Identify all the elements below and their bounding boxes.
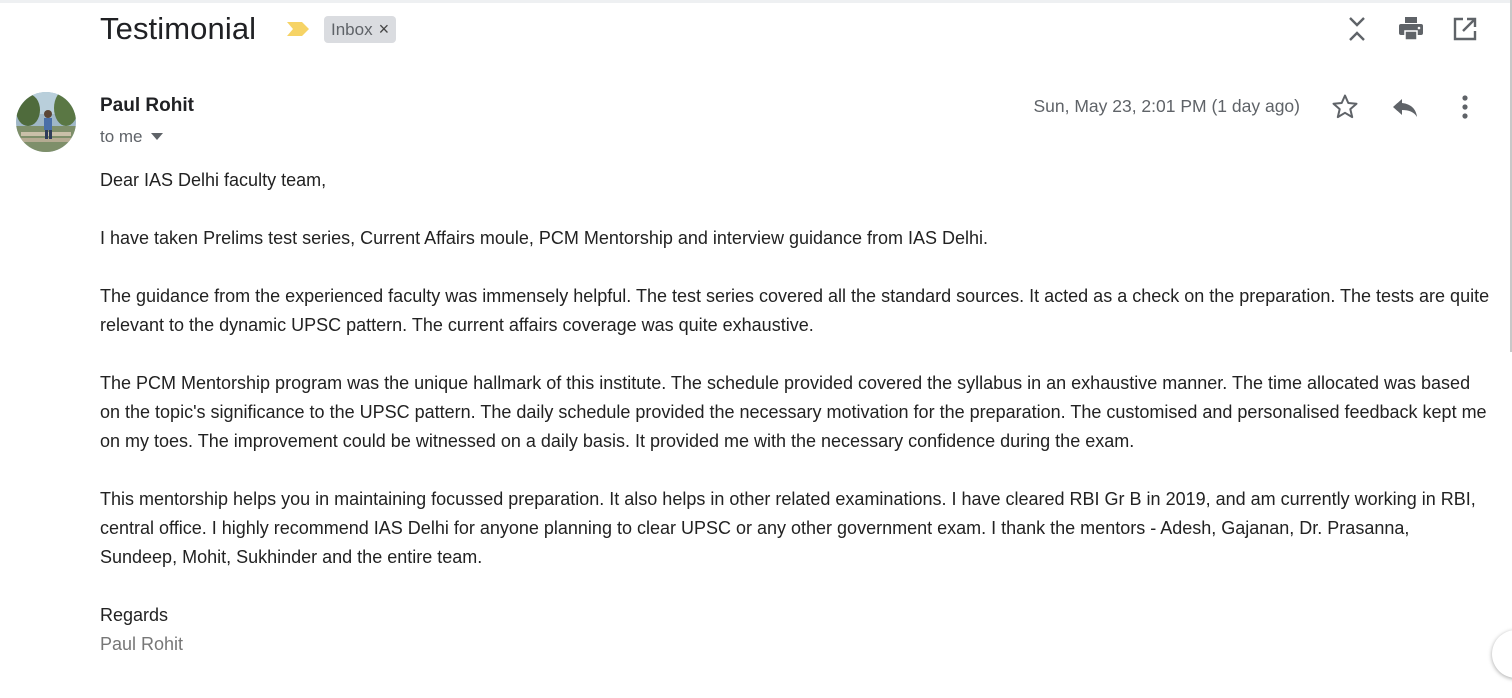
star-icon[interactable] xyxy=(1330,92,1360,122)
remove-label-icon[interactable]: × xyxy=(378,19,390,39)
open-in-new-window-icon[interactable] xyxy=(1450,14,1480,44)
recipient-details[interactable] xyxy=(100,127,163,147)
top-border xyxy=(0,0,1512,3)
email-paragraph: The guidance from the experienced faculty was immensely helpful. The test series covered all the standard sources. It acted as a check on the preparation. The tests are quite relevant to the dynamic UPSC pattern. The current affairs coverage was quite exhaustive. xyxy=(100,286,1490,335)
email-closing: Regards xyxy=(100,605,169,625)
email-closing-block xyxy=(100,601,1490,659)
recipient-text: to me xyxy=(100,127,143,146)
inbox-label-chip xyxy=(324,16,396,43)
email-body xyxy=(100,166,1490,659)
side-panel-toggle-button[interactable] xyxy=(1492,630,1512,678)
more-vert-icon[interactable] xyxy=(1450,92,1480,122)
print-icon[interactable] xyxy=(1396,14,1426,44)
email-subject: Testimonial xyxy=(100,11,257,46)
sender-name: Paul Rohit xyxy=(100,95,194,116)
important-marker-icon[interactable] xyxy=(285,19,311,39)
inbox-label-text: Inbox xyxy=(331,19,373,39)
email-date: Sun, May 23, 2:01 PM (1 day ago) xyxy=(1033,96,1300,116)
email-paragraph: This mentorship helps you in maintaining focussed preparation. It also helps in other related examinations. I have cleared RBI Gr B in 2019, and am currently working in RBI, central office. I highly recommend IAS Delhi for anyone planning to clear UPSC or any other government exam. I thank the mentors - Adesh, Gajanan, Dr. Prasanna, Sundeep, Mohit, Sukhinder and the entire team. xyxy=(100,489,1476,567)
collapse-all-icon[interactable] xyxy=(1342,14,1372,44)
email-paragraph: The PCM Mentorship program was the unique hallmark of this institute. The schedule provided covered the syllabus in an exhaustive manner. The time allocated was based on the topic's significance to the UPSC pattern. The daily schedule provided the necessary motivation for the preparation. The customised and personalised feedback kept me on my toes. The improvement could be witnessed on a daily basis. It provided me with the necessary confidence during the exam. xyxy=(100,373,1487,451)
sender-avatar[interactable] xyxy=(16,92,76,152)
email-greeting: Dear IAS Delhi faculty team, xyxy=(100,170,327,190)
caret-down-icon[interactable] xyxy=(151,133,163,141)
reply-icon[interactable] xyxy=(1390,92,1420,122)
email-paragraph: I have taken Prelims test series, Current Affairs moule, PCM Mentorship and interview guidance from IAS Delhi. xyxy=(100,228,989,248)
email-signature: Paul Rohit xyxy=(100,634,184,654)
